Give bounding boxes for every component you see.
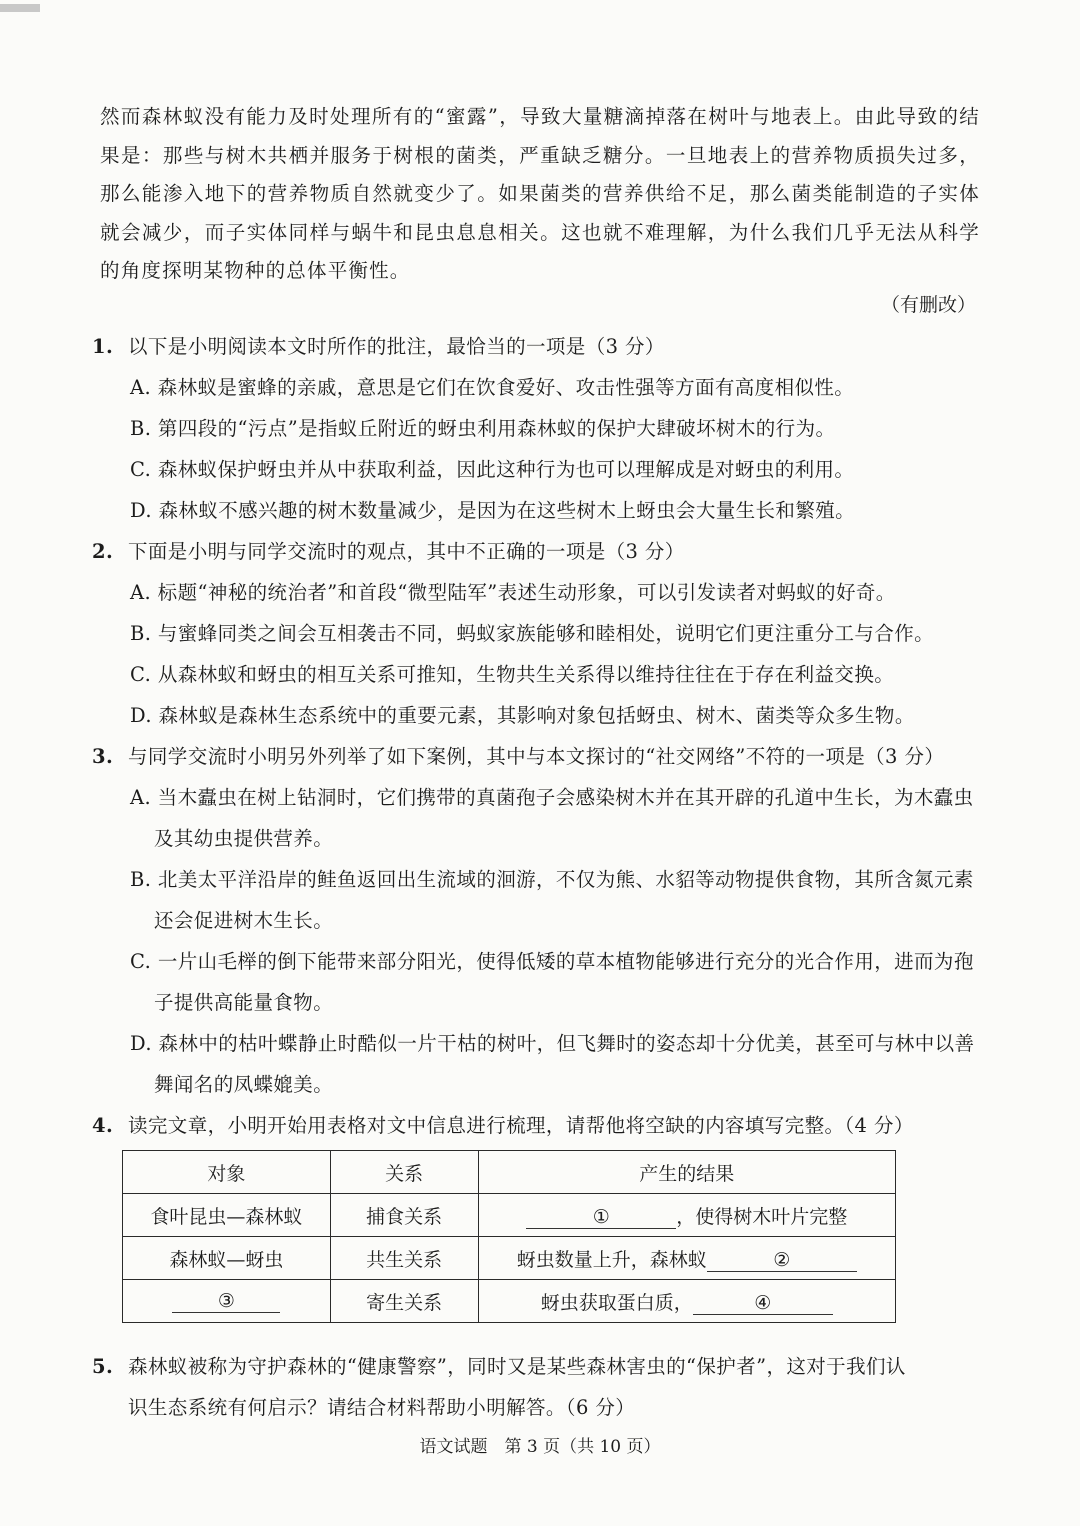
answer-blank-1[interactable]: ①	[526, 1206, 676, 1229]
answer-blank-3[interactable]: ③	[172, 1290, 280, 1313]
cell-relation: 捕食关系	[330, 1194, 478, 1237]
question-4	[92, 1105, 982, 1146]
question-1-stem	[92, 326, 982, 367]
question-text: 森林蚁被称为守护森林的“健康警察”，同时又是某些森林害虫的“保护者”，这对于我们认	[128, 1355, 906, 1378]
question-2	[92, 531, 982, 736]
question-2-stem	[92, 531, 982, 572]
header-result: 产生的结果	[478, 1151, 895, 1194]
option-c: C. 从森林蚁和蚜虫的相互关系可推知，生物共生关系得以维持往往在于存在利益交换。	[130, 663, 895, 686]
table-header-row	[123, 1151, 896, 1194]
table-row	[123, 1194, 896, 1237]
cell-object	[123, 1280, 331, 1323]
question-number: 3.	[92, 745, 114, 768]
table-row	[123, 1237, 896, 1280]
header-relation: 关系	[330, 1151, 478, 1194]
option-b: B. 第四段的“污点”是指蚁丘附近的蚜虫利用森林蚁的保护大肆破坏树木的行为。	[130, 417, 836, 440]
question-text: 与同学交流时小明另外列举了如下案例，其中与本文探讨的“社交网络”不符的一项是（3 分）	[128, 745, 945, 768]
question-4-stem	[92, 1105, 982, 1146]
option-d: D. 森林蚁是森林生态系统中的重要元素，其影响对象包括蚜虫、树木、菌类等众多生物。	[130, 704, 915, 727]
option-d: D. 森林中的枯叶蝶静止时酷似一片干枯的树叶，但飞舞时的姿态却十分优美，甚至可与林中以善舞闻名的凤蝶媲美。	[130, 1032, 975, 1096]
question-number: 4.	[92, 1114, 114, 1137]
summary-table-wrap	[122, 1150, 896, 1323]
passage-paragraph: 然而森林蚁没有能力及时处理所有的“蜜露”，导致大量糖滴掉落在树叶与地表上。由此导致的结果是：那些与树木共栖并服务于树根的菌类，严重缺乏糖分。一旦地表上的营养物质损失过多，那么能渗入地下的营养物质自然就变少了。如果菌类的营养供给不足，那么菌类能制造的子实体就会减少，而子实体同样与蜗牛和昆虫息息相关。这也就不难理解，为什么我们几乎无法从科学的角度探明某物种的总体平衡性。	[100, 105, 980, 282]
option-b: B. 北美太平洋沿岸的鲑鱼返回出生流域的洄游，不仅为熊、水貂等动物提供食物，其所含氮元素还会促进树木生长。	[130, 868, 974, 932]
option-a: A. 森林蚁是蜜蜂的亲戚，意思是它们在饮食爱好、攻击性强等方面有高度相似性。	[130, 376, 855, 399]
cell-object: 食叶昆虫—森林蚁	[123, 1194, 331, 1237]
summary-table	[122, 1150, 896, 1323]
question-text: 以下是小明阅读本文时所作的批注，最恰当的一项是（3 分）	[128, 335, 665, 358]
question-5-stem-line2: 识生态系统有何启示？请结合材料帮助小明解答。（6 分）	[128, 1396, 636, 1419]
attribution-note: （有删改）	[880, 294, 976, 316]
question-number: 5.	[92, 1355, 114, 1378]
result-prefix: 蚜虫获取蛋白质，	[540, 1291, 693, 1314]
question-3-stem	[92, 736, 982, 777]
question-5	[92, 1346, 982, 1428]
option-d: D. 森林蚁不感兴趣的树木数量减少，是因为在这些树木上蚜虫会大量生长和繁殖。	[130, 499, 856, 522]
question-5-stem-line1	[92, 1346, 982, 1387]
answer-blank-2[interactable]: ②	[707, 1249, 857, 1272]
scan-edge-mark	[0, 4, 40, 12]
result-prefix: 蚜虫数量上升，森林蚁	[516, 1248, 707, 1271]
result-suffix: ，使得树木叶片完整	[676, 1205, 848, 1228]
question-text: 读完文章，小明开始用表格对文中信息进行梳理，请帮他将空缺的内容填写完整。（4 分）	[128, 1114, 914, 1137]
cell-relation: 共生关系	[330, 1237, 478, 1280]
table-row	[123, 1280, 896, 1323]
cell-object: 森林蚁—蚜虫	[123, 1237, 331, 1280]
option-c: C. 森林蚁保护蚜虫并从中获取利益，因此这种行为也可以理解成是对蚜虫的利用。	[130, 458, 855, 481]
header-object: 对象	[123, 1151, 331, 1194]
question-number: 1.	[92, 335, 114, 358]
option-b: B. 与蜜蜂同类之间会互相袭击不同，蚂蚁家族能够和睦相处，说明它们更注重分工与合作。	[130, 622, 935, 645]
question-3	[92, 736, 982, 1105]
cell-relation: 寄生关系	[330, 1280, 478, 1323]
page-footer: 语文试题 第 3 页（共 10 页）	[419, 1437, 661, 1457]
question-number: 2.	[92, 540, 114, 563]
cell-result	[478, 1280, 895, 1323]
cell-result	[478, 1237, 895, 1280]
answer-blank-4[interactable]: ④	[693, 1292, 833, 1315]
option-a: A. 当木蠹虫在树上钻洞时，它们携带的真菌孢子会感染树木并在其开辟的孔道中生长，为木蠹虫及其幼虫提供营养。	[130, 786, 974, 850]
option-c: C. 一片山毛榉的倒下能带来部分阳光，使得低矮的草本植物能够进行充分的光合作用，进而为孢子提供高能量食物。	[130, 950, 974, 1014]
question-list	[92, 326, 982, 1146]
option-a: A. 标题“神秘的统治者”和首段“微型陆军”表述生动形象，可以引发读者对蚂蚁的好奇。	[130, 581, 896, 604]
reading-passage	[100, 98, 980, 291]
question-1	[92, 326, 982, 531]
question-text: 下面是小明与同学交流时的观点，其中不正确的一项是（3 分）	[128, 540, 685, 563]
cell-result	[478, 1194, 895, 1237]
